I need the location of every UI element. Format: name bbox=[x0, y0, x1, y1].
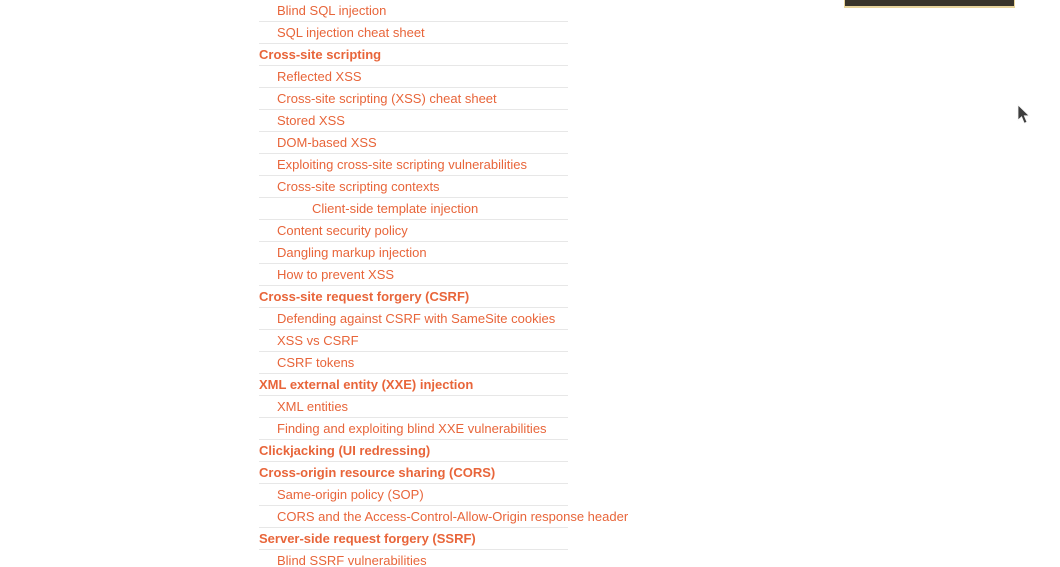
nav-item-label[interactable]: Dangling markup injection bbox=[277, 245, 427, 260]
nav-item[interactable] bbox=[259, 550, 568, 567]
nav-item-label[interactable]: Cross-origin resource sharing (CORS) bbox=[259, 465, 496, 480]
nav-item[interactable] bbox=[259, 132, 568, 154]
nav-item[interactable] bbox=[259, 484, 568, 506]
nav-item[interactable] bbox=[259, 154, 568, 176]
nav-section-header[interactable] bbox=[259, 440, 568, 462]
nav-item[interactable] bbox=[259, 198, 568, 220]
nav-item[interactable] bbox=[259, 22, 568, 44]
nav-item-label[interactable]: Cross-site request forgery (CSRF) bbox=[259, 289, 470, 304]
nav-item-label[interactable]: Stored XSS bbox=[277, 113, 345, 128]
nav-item-label[interactable]: Exploiting cross-site scripting vulnerabilities bbox=[277, 157, 527, 172]
nav-item[interactable] bbox=[259, 352, 568, 374]
nav-item-label[interactable]: Cross-site scripting (XSS) cheat sheet bbox=[277, 91, 497, 106]
nav-item[interactable] bbox=[259, 0, 568, 22]
nav-item[interactable] bbox=[259, 88, 568, 110]
nav-section-header[interactable] bbox=[259, 286, 568, 308]
nav-item-label[interactable]: Cross-site scripting bbox=[259, 47, 382, 62]
nav-item[interactable] bbox=[259, 242, 568, 264]
nav-item-label[interactable]: Same-origin policy (SOP) bbox=[277, 487, 424, 502]
nav-item[interactable] bbox=[259, 220, 568, 242]
nav-section-header[interactable] bbox=[259, 528, 568, 550]
nav-item-label[interactable]: Finding and exploiting blind XXE vulnerabilities bbox=[277, 421, 547, 436]
nav-item-label[interactable]: CSRF tokens bbox=[277, 355, 355, 370]
nav-item[interactable] bbox=[259, 110, 568, 132]
nav-item-label[interactable]: Content security policy bbox=[277, 223, 408, 238]
nav-item-label[interactable]: Client-side template injection bbox=[312, 201, 479, 216]
nav-item-label[interactable]: Reflected XSS bbox=[277, 69, 362, 84]
nav-section-header[interactable] bbox=[259, 374, 568, 396]
nav-item[interactable] bbox=[259, 418, 568, 440]
nav-item[interactable] bbox=[259, 176, 568, 198]
nav-item-label[interactable]: DOM-based XSS bbox=[277, 135, 377, 150]
nav-item-label[interactable]: Clickjacking (UI redressing) bbox=[259, 443, 431, 458]
nav-item[interactable] bbox=[259, 396, 568, 418]
nav-item[interactable] bbox=[259, 330, 568, 352]
nav-item-label[interactable]: XML entities bbox=[277, 399, 349, 414]
nav-item-label[interactable]: How to prevent XSS bbox=[277, 267, 395, 282]
nav-section-header[interactable] bbox=[259, 44, 568, 66]
nav-item-label[interactable]: Cross-site scripting contexts bbox=[277, 179, 440, 194]
nav-item-label[interactable]: Blind SSRF vulnerabilities bbox=[277, 553, 427, 567]
nav-item[interactable] bbox=[259, 308, 568, 330]
nav-item-label[interactable]: SQL injection cheat sheet bbox=[277, 25, 425, 40]
nav-item-label[interactable]: XSS vs CSRF bbox=[277, 333, 359, 348]
topics-nav-list bbox=[259, 0, 629, 567]
nav-item[interactable] bbox=[259, 264, 568, 286]
mouse-cursor-icon bbox=[1017, 104, 1032, 126]
nav-item[interactable] bbox=[259, 506, 629, 528]
nav-item-label[interactable]: XML external entity (XXE) injection bbox=[259, 377, 474, 392]
nav-item-label[interactable]: Server-side request forgery (SSRF) bbox=[259, 531, 476, 546]
nav-item-label[interactable]: Blind SQL injection bbox=[277, 3, 387, 18]
nav-item-label[interactable]: Defending against CSRF with SameSite cookies bbox=[277, 311, 556, 326]
nav-item[interactable] bbox=[259, 66, 568, 88]
nav-section-header[interactable] bbox=[259, 462, 568, 484]
nav-item-label[interactable]: CORS and the Access-Control-Allow-Origin response header bbox=[277, 509, 629, 524]
top-bar-partial-element[interactable] bbox=[844, 0, 1015, 8]
